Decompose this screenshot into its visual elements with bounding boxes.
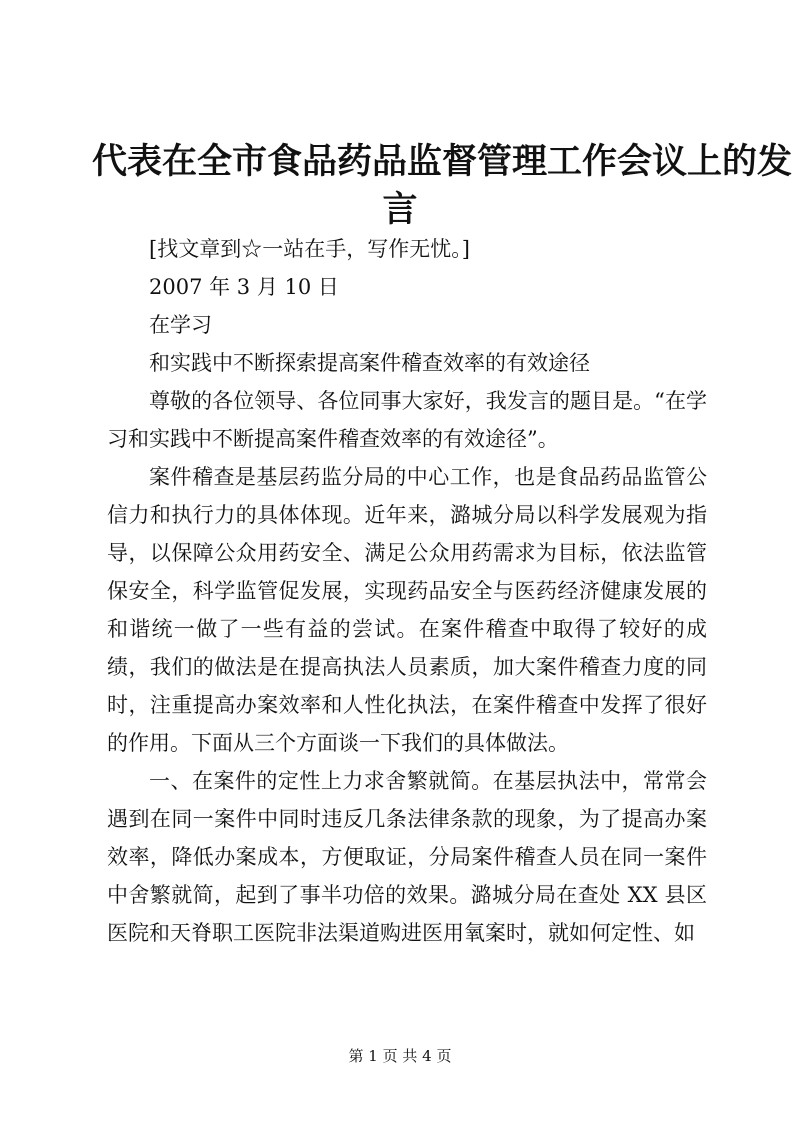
page-footer: 第 1 页 共 4 页 (348, 1047, 452, 1065)
paragraph-tagline: [找文章到☆一站在手，写作无忧。] (149, 237, 470, 261)
paragraph-subtitle-part2: 和实践中不断探索提高案件稽查效率的有效途径 (149, 351, 590, 375)
paragraph-date: 2007 年 3 月 10 日 (149, 275, 339, 299)
document-body (107, 230, 707, 952)
paragraph-section-one: 一、在案件的定性上力求舍繁就简。在基层执法中，常常会遇到在同一案件中同时违反几条法律条款的现象，为了提高办案效率，降低办案成本，方便取证，分局案件稽查人员在同一案件中舍繁就简，起到了事半功倍的效果。潞城分局在查处 XX 县区医院和天脊职工医院非法渠道购进医用氧案时，就如何定性、如 (107, 769, 707, 945)
title-line-1: 代表在全市食品药品监督管理工作会议上的发 (92, 141, 793, 182)
paragraph-subtitle-part1: 在学习 (149, 313, 212, 337)
document-title (92, 138, 793, 234)
paragraph-intro: 案件稽查是基层药监分局的中心工作，也是食品药品监管公信力和执行力的具体体现。近年来，潞城分局以科学发展观为指导，以保障公众用药安全、满足公众用药需求为目标，依法监管保安全，科学监管促发展，实现药品安全与医药经济健康发展的和谐统一做了一些有益的尝试。在案件稽查中取得了较好的成绩，我们的做法是在提高执法人员素质，加大案件稽查力度的同时，注重提高办案效率和人性化执法，在案件稽查中发挥了很好的作用。下面从三个方面谈一下我们的具体做法。 (107, 465, 707, 755)
title-line-2: 言 (382, 189, 418, 230)
paragraph-greeting: 尊敬的各位领导、各位同事大家好，我发言的题目是。“在学习和实践中不断提高案件稽查效率的有效途径”。 (107, 389, 707, 451)
